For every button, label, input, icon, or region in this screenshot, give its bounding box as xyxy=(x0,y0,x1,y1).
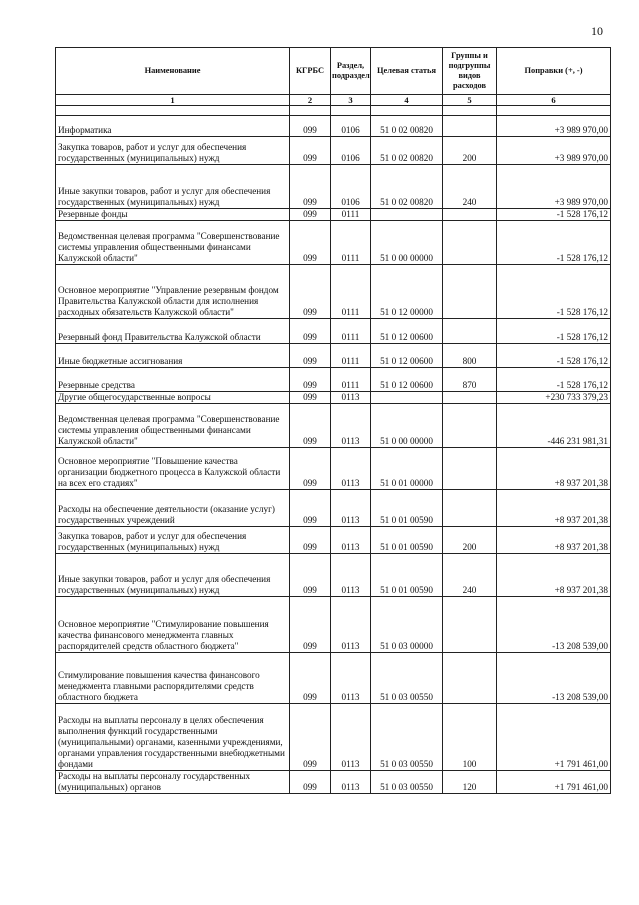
row-article: 51 0 03 00550 xyxy=(371,653,443,704)
row-amount: +1 791 461,00 xyxy=(497,771,611,794)
row-kgrbs: 099 xyxy=(290,368,331,392)
row-kgrbs: 099 xyxy=(290,165,331,209)
row-article: 51 0 01 00000 xyxy=(371,448,443,490)
row-article: 51 0 01 00590 xyxy=(371,554,443,597)
row-section: 0113 xyxy=(331,771,371,794)
row-amount: +8 937 201,38 xyxy=(497,448,611,490)
table-row xyxy=(56,344,611,368)
row-name: Информатика xyxy=(56,116,290,137)
table-row xyxy=(56,554,611,597)
row-section: 0106 xyxy=(331,165,371,209)
row-amount: +8 937 201,38 xyxy=(497,527,611,554)
row-section: 0106 xyxy=(331,116,371,137)
row-kgrbs: 099 xyxy=(290,344,331,368)
row-amount: -1 528 176,12 xyxy=(497,265,611,319)
row-group xyxy=(443,116,497,137)
row-article: 51 0 01 00590 xyxy=(371,490,443,527)
row-group xyxy=(443,653,497,704)
row-group xyxy=(443,448,497,490)
table-row xyxy=(56,704,611,771)
row-article xyxy=(371,209,443,221)
row-group xyxy=(443,490,497,527)
table-row xyxy=(56,319,611,344)
row-kgrbs: 099 xyxy=(290,221,331,265)
row-amount: -13 208 539,00 xyxy=(497,597,611,653)
row-group: 200 xyxy=(443,527,497,554)
row-amount: -1 528 176,12 xyxy=(497,368,611,392)
table-row xyxy=(56,209,611,221)
row-name: Основное мероприятие "Стимулирование повышения качества финансового менеджмента главных распорядителей средств областного бюджета" xyxy=(56,597,290,653)
row-name: Другие общегосударственные вопросы xyxy=(56,392,290,404)
table-row xyxy=(56,368,611,392)
row-group xyxy=(443,597,497,653)
table-row xyxy=(56,165,611,209)
row-amount: -1 528 176,12 xyxy=(497,344,611,368)
table-body xyxy=(56,116,611,794)
row-section: 0113 xyxy=(331,527,371,554)
row-amount: +3 989 970,00 xyxy=(497,116,611,137)
row-name: Резервные средства xyxy=(56,368,290,392)
row-article: 51 0 03 00550 xyxy=(371,771,443,794)
row-kgrbs: 099 xyxy=(290,404,331,448)
row-kgrbs: 099 xyxy=(290,319,331,344)
spacer-row xyxy=(56,106,611,116)
column-number: 5 xyxy=(443,95,497,106)
row-amount: +3 989 970,00 xyxy=(497,137,611,165)
row-amount: +1 791 461,00 xyxy=(497,704,611,771)
row-kgrbs: 099 xyxy=(290,137,331,165)
row-article: 51 0 12 00600 xyxy=(371,319,443,344)
row-group xyxy=(443,221,497,265)
table-row xyxy=(56,392,611,404)
row-article: 51 0 03 00550 xyxy=(371,704,443,771)
row-group xyxy=(443,392,497,404)
table-row xyxy=(56,137,611,165)
row-group xyxy=(443,265,497,319)
row-amount: +3 989 970,00 xyxy=(497,165,611,209)
row-name: Расходы на обеспечение деятельности (оказание услуг) государственных учреждений xyxy=(56,490,290,527)
row-name: Стимулирование повышения качества финансового менеджмента главными распорядителями средств областного бюджета xyxy=(56,653,290,704)
column-number: 6 xyxy=(497,95,611,106)
row-name: Ведомственная целевая программа "Совершенствование системы управления общественными финансами Калужской области" xyxy=(56,404,290,448)
row-name: Расходы на выплаты персоналу государственных (муниципальных) органов xyxy=(56,771,290,794)
table-row xyxy=(56,404,611,448)
row-kgrbs: 099 xyxy=(290,554,331,597)
row-section: 0113 xyxy=(331,653,371,704)
row-group: 240 xyxy=(443,554,497,597)
row-kgrbs: 099 xyxy=(290,448,331,490)
row-name: Расходы на выплаты персоналу в целях обеспечения выполнения функций государственными (муниципальными) органами, казенными учреждениями, органами управления государственными внебюджетными фондами xyxy=(56,704,290,771)
row-section: 0111 xyxy=(331,265,371,319)
row-name: Иные закупки товаров, работ и услуг для обеспечения государственных (муниципальных) нужд xyxy=(56,165,290,209)
row-amount: -446 231 981,31 xyxy=(497,404,611,448)
row-name: Ведомственная целевая программа "Совершенствование системы управления общественными финансами Калужской области" xyxy=(56,221,290,265)
row-amount: +8 937 201,38 xyxy=(497,554,611,597)
row-amount: +8 937 201,38 xyxy=(497,490,611,527)
row-group: 100 xyxy=(443,704,497,771)
row-group xyxy=(443,404,497,448)
row-group: 800 xyxy=(443,344,497,368)
row-name: Иные закупки товаров, работ и услуг для обеспечения государственных (муниципальных) нужд xyxy=(56,554,290,597)
row-article: 51 0 02 00820 xyxy=(371,116,443,137)
header-article: Целевая статья xyxy=(371,48,443,95)
row-kgrbs: 099 xyxy=(290,116,331,137)
table-row xyxy=(56,116,611,137)
row-name: Резервные фонды xyxy=(56,209,290,221)
column-number: 1 xyxy=(56,95,290,106)
row-article: 51 0 12 00600 xyxy=(371,368,443,392)
row-section: 0113 xyxy=(331,404,371,448)
row-section: 0111 xyxy=(331,368,371,392)
column-number: 4 xyxy=(371,95,443,106)
header-section: Раздел, подраздел xyxy=(331,48,371,95)
table-row xyxy=(56,771,611,794)
header-groups: Группы и подгруппы видов расходов xyxy=(443,48,497,95)
table-row xyxy=(56,448,611,490)
row-kgrbs: 099 xyxy=(290,704,331,771)
row-group: 870 xyxy=(443,368,497,392)
row-article: 51 0 00 00000 xyxy=(371,404,443,448)
row-kgrbs: 099 xyxy=(290,209,331,221)
row-name: Основное мероприятие "Управление резервным фондом Правительства Калужской области для исполнения расходных обязательств Калужской области" xyxy=(56,265,290,319)
table-row xyxy=(56,653,611,704)
row-section: 0111 xyxy=(331,209,371,221)
row-section: 0111 xyxy=(331,221,371,265)
row-kgrbs: 099 xyxy=(290,392,331,404)
row-kgrbs: 099 xyxy=(290,597,331,653)
row-article: 51 0 02 00820 xyxy=(371,137,443,165)
row-amount: +230 733 379,23 xyxy=(497,392,611,404)
table-row xyxy=(56,265,611,319)
row-article: 51 0 03 00000 xyxy=(371,597,443,653)
row-group xyxy=(443,319,497,344)
table-row xyxy=(56,490,611,527)
row-amount: -1 528 176,12 xyxy=(497,319,611,344)
table-row xyxy=(56,221,611,265)
row-section: 0113 xyxy=(331,597,371,653)
row-name: Резервный фонд Правительства Калужской области xyxy=(56,319,290,344)
row-section: 0113 xyxy=(331,392,371,404)
row-name: Основное мероприятие "Повышение качества организации бюджетного процесса в Калужской области на всех его стадиях" xyxy=(56,448,290,490)
row-amount: -13 208 539,00 xyxy=(497,653,611,704)
row-section: 0113 xyxy=(331,704,371,771)
row-group: 120 xyxy=(443,771,497,794)
row-section: 0111 xyxy=(331,344,371,368)
row-article xyxy=(371,392,443,404)
row-section: 0113 xyxy=(331,490,371,527)
row-kgrbs: 099 xyxy=(290,527,331,554)
row-article: 51 0 02 00820 xyxy=(371,165,443,209)
row-section: 0111 xyxy=(331,319,371,344)
row-article: 51 0 12 00000 xyxy=(371,265,443,319)
row-kgrbs: 099 xyxy=(290,490,331,527)
column-number: 2 xyxy=(290,95,331,106)
header-row xyxy=(56,48,611,95)
row-article: 51 0 00 00000 xyxy=(371,221,443,265)
row-section: 0113 xyxy=(331,554,371,597)
table-row xyxy=(56,597,611,653)
row-kgrbs: 099 xyxy=(290,771,331,794)
header-name: Наименование xyxy=(56,48,290,95)
row-kgrbs: 099 xyxy=(290,653,331,704)
header-amendments: Поправки (+, -) xyxy=(497,48,611,95)
row-article: 51 0 12 00600 xyxy=(371,344,443,368)
row-group xyxy=(443,209,497,221)
page-number: 10 xyxy=(591,24,603,38)
row-article: 51 0 01 00590 xyxy=(371,527,443,554)
row-amount: -1 528 176,12 xyxy=(497,209,611,221)
row-amount: -1 528 176,12 xyxy=(497,221,611,265)
row-group: 240 xyxy=(443,165,497,209)
row-section: 0106 xyxy=(331,137,371,165)
row-name: Закупка товаров, работ и услуг для обеспечения государственных (муниципальных) нужд xyxy=(56,137,290,165)
row-group: 200 xyxy=(443,137,497,165)
column-number-row xyxy=(56,95,611,106)
budget-table xyxy=(55,47,611,794)
row-section: 0113 xyxy=(331,448,371,490)
column-number: 3 xyxy=(331,95,371,106)
row-name: Иные бюджетные ассигнования xyxy=(56,344,290,368)
row-kgrbs: 099 xyxy=(290,265,331,319)
header-kgrbs: КГРБС xyxy=(290,48,331,95)
table-row xyxy=(56,527,611,554)
row-name: Закупка товаров, работ и услуг для обеспечения государственных (муниципальных) нужд xyxy=(56,527,290,554)
